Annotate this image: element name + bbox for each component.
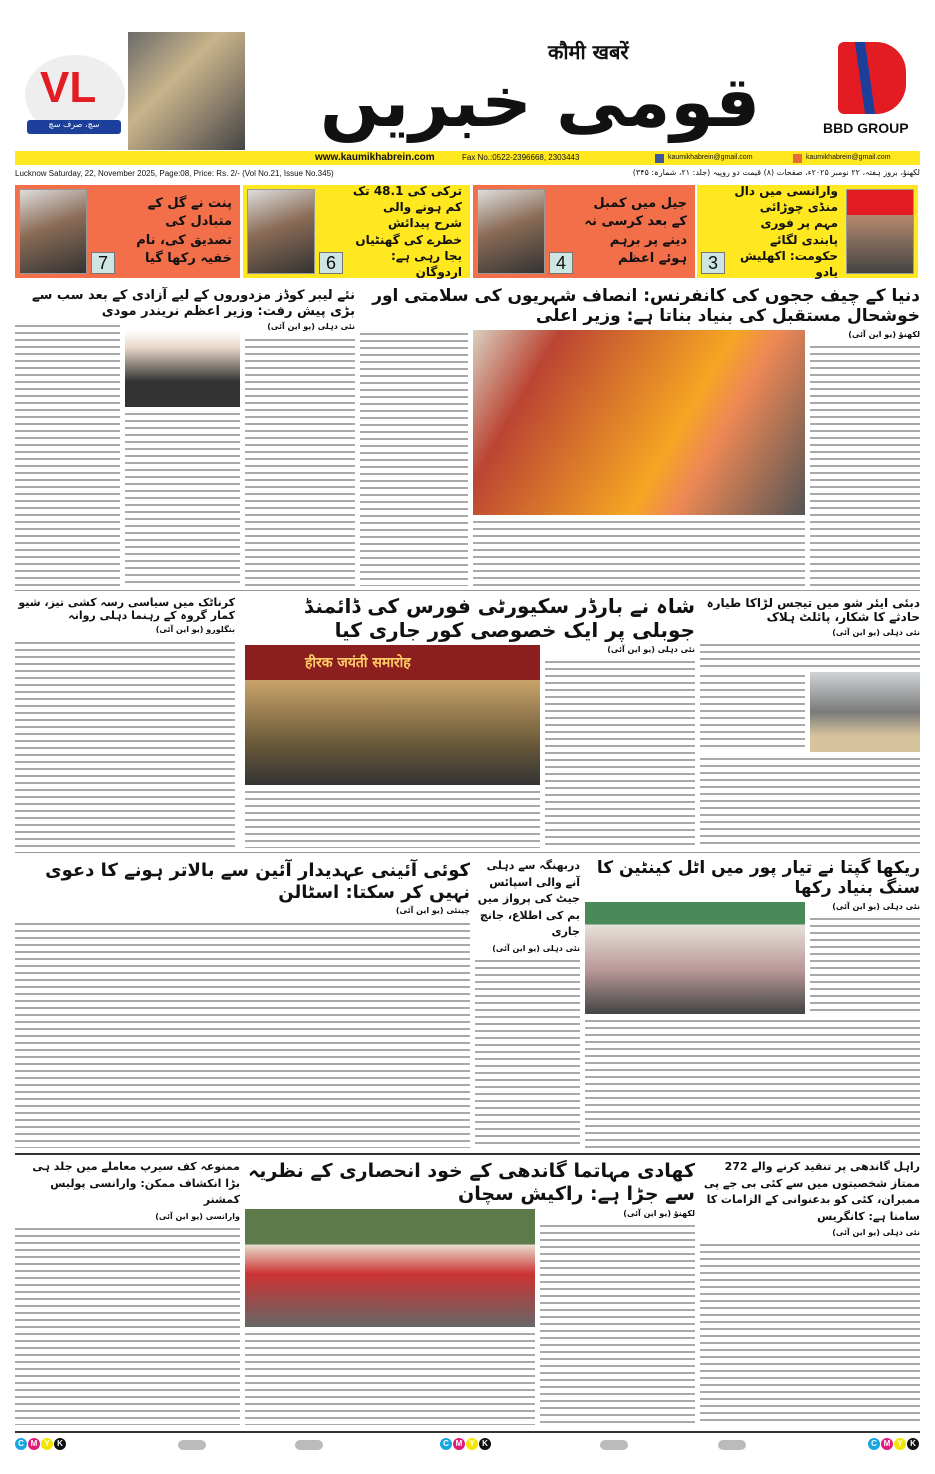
teaser-page-number: 7 (91, 252, 115, 274)
story-lede: نئی دہلی (یو این آئی) (832, 1228, 920, 1237)
cmyk-y: Y (41, 1438, 53, 1450)
story-body (475, 957, 580, 1148)
story-lede: نئی دہلی (یو این آئی) (832, 627, 920, 637)
registration-mark (718, 1440, 746, 1450)
cmyk-c: C (440, 1438, 452, 1450)
story-rahul-gandhi (700, 1159, 920, 1425)
story-body (700, 672, 805, 752)
story-body (545, 658, 695, 848)
teaser-page-number: 4 (549, 252, 573, 274)
story-bsf-jubilee (245, 594, 695, 848)
story-lede: چینئی (یو این آئی) (395, 906, 470, 916)
story-body (700, 1241, 920, 1425)
headline-cough-syrup[interactable]: ممنوعہ کف سیرپ معاملے میں جلد ہی بڑا انکشاف ممکن: وارانسی پولیس کمشنر (32, 1160, 240, 1206)
teaser-photo (477, 189, 545, 274)
story-stalin (15, 860, 470, 1148)
teaser-photo (846, 189, 914, 274)
story-body (810, 343, 920, 586)
registration-mark (600, 1440, 628, 1450)
registration-mark (178, 1440, 206, 1450)
cmyk-y: Y (466, 1438, 478, 1450)
bbd-logo (838, 42, 906, 114)
story-body (473, 518, 805, 586)
story-body (245, 1330, 535, 1425)
cmyk-c: C (15, 1438, 27, 1450)
fax-number: Fax No.:0522-2396668, 2303443 (462, 153, 580, 162)
cmyk-mark-left (15, 1438, 66, 1450)
teaser-page-number: 6 (319, 252, 343, 274)
headline-stalin[interactable]: کوئی آئینی عہدیدار آئین سے بالاتر ہونے کا دعوی نہیں کر سکتا: اسٹالن (45, 860, 470, 903)
cmyk-mark-center (440, 1438, 491, 1450)
teaser-page-7[interactable] (15, 185, 240, 278)
teaser-page-3[interactable] (697, 185, 918, 278)
headline-karnataka[interactable]: کرناٹک میں سیاسی رسہ کشی تیز، شیو کمار گروہ کے رہنما دہلی روانہ (18, 596, 235, 623)
cmyk-k: K (479, 1438, 491, 1450)
masthead-hindi-title: कौमी खबरें (548, 40, 629, 64)
cmyk-m: M (28, 1438, 40, 1450)
info-bar (15, 151, 920, 165)
story-karnataka (15, 596, 235, 848)
left-logo-tagline: سچ، صرف سچ (27, 120, 121, 134)
dateline-english: Lucknow Saturday, 22, November 2025, Page:08, Price: Rs. 2/- (Vol No.21, Issue No.345) (15, 169, 334, 178)
story-lede: نئی دہلی (یو این آئی) (267, 322, 355, 332)
contact-email[interactable]: kaumikhabrein@gmail.com (806, 154, 891, 161)
section-divider (15, 852, 920, 853)
headline-spicejet[interactable]: دربھنگہ سے دہلی آنے والی اسپائس جیٹ کی پرواز میں بم کی اطلاع، جانچ جاری (477, 859, 580, 938)
headline-air-show[interactable]: دبئی ایئر شو میں تیجس لڑاکا طیارہ حادثے کا شکار، پائلٹ ہلاک (706, 596, 920, 625)
bbd-logo-text: BBD GROUP (823, 120, 909, 136)
cmyk-k: K (54, 1438, 66, 1450)
photo-atal-canteen (585, 902, 805, 1014)
facebook-icon (655, 154, 664, 163)
teaser-photo (247, 189, 315, 274)
story-body (245, 336, 355, 586)
section-divider (15, 1153, 920, 1155)
story-body (700, 755, 920, 848)
teaser-page-number: 3 (701, 252, 725, 274)
story-body (15, 920, 470, 1148)
headline-labour-codes[interactable]: نئے لیبر کوڈز مزدوروں کے لیے آزادی کے بعد سب سے بڑی پیش رفت: وزیر اعظم نریندر مودی (32, 288, 355, 319)
headline-rekha-gupta[interactable]: ریکھا گپتا نے تیار پور میں اٹل کینٹین کا سنگ بنیاد رکھا (596, 858, 920, 899)
story-labour-codes (15, 288, 355, 586)
photo-air-show-crash (810, 672, 920, 752)
story-body (585, 1017, 920, 1148)
story-body (15, 1225, 240, 1425)
section-divider (15, 590, 920, 591)
teaser-page-6[interactable] (243, 185, 470, 278)
story-body (15, 322, 120, 586)
dateline-urdu: لکھنؤ، بروز ہفتہ، ۲۲ نومبر ۲۰۲۵ء، صفحات (۸) قیمت دو روپیہ (جلد: ۲۱، شمارہ: ۳۴۵) (632, 168, 920, 177)
story-rekha-gupta (585, 858, 920, 1148)
story-body (700, 641, 920, 669)
headline-rahul-gandhi[interactable]: راہل گاندھی پر تنقید کرنے والے 272 ممتاز شخصیتوں میں سے کئی بی جے پی ممبران، کئی کو بدعنوانی کے الزامات کا سامنا ہے: کانگریس (703, 1160, 920, 1223)
masthead-photo (128, 32, 245, 150)
story-lede: لکھنؤ (یو این آئی) (848, 329, 920, 339)
cmyk-y: Y (894, 1438, 906, 1450)
story-body (360, 330, 468, 586)
photo-khadi-event (245, 1209, 535, 1327)
story-body (540, 1222, 695, 1425)
photo-bsf-ceremony (245, 645, 540, 785)
story-khadi (245, 1160, 695, 1425)
story-lede: نئی دہلی (یو این آئی) (832, 901, 920, 911)
facebook-email[interactable]: kaumikhabrein@gmail.com (668, 154, 753, 161)
photo-modi (125, 322, 240, 407)
cmyk-k: K (907, 1438, 919, 1450)
photo-chief-justices (473, 330, 805, 515)
story-chief-justices (360, 286, 920, 586)
logo-text: VL (40, 63, 97, 112)
teaser-page-4[interactable] (473, 185, 695, 278)
story-body (810, 915, 920, 1014)
cmyk-m: M (881, 1438, 893, 1450)
story-body (125, 410, 240, 586)
teaser-text: ترکی کی 48.1 تک کم ہونے والی شرح پیدائش خطرے کی گھنٹیاں بجا رہی ہے: اردوگان (352, 183, 462, 279)
teaser-photo (19, 189, 87, 274)
story-lede: وارانسی (یو این آئی) (155, 1211, 240, 1221)
teaser-text: وارانسی میں دال منڈی چوڑائی مہم پر فوری پابندی لگائے حکومت: اکھلیش یادو (734, 183, 838, 279)
headline-khadi[interactable]: کھادی مہاتما گاندھی کے خود انحصاری کے نظریہ سے جڑا ہے: راکیش سچان (248, 1160, 695, 1205)
story-lede: بنگلورو (یو این آئی) (155, 625, 235, 635)
story-spicejet (475, 858, 580, 1148)
masthead-title: قومی خبریں (319, 61, 761, 143)
teaser-text: جیل میں کمبل کے بعد کرسی نہ دینے پر برہم ہوئے اعظم (584, 196, 687, 266)
cmyk-c: C (868, 1438, 880, 1450)
story-air-show (700, 596, 920, 848)
story-lede: نئی دہلی (یو این آئی) (607, 645, 695, 654)
story-body (15, 639, 235, 848)
headline-chief-justices[interactable]: دنیا کے چیف ججوں کی کانفرنس: انصاف شہریوں کی سلامتی اور خوشحال مستقبل کی بنیاد بناتا ہے: وزیر اعلی (372, 286, 920, 327)
cmyk-mark-right (868, 1438, 919, 1450)
photo-banner-text: हीरक जयंती समारोह (305, 655, 411, 671)
mail-icon (793, 154, 802, 163)
story-cough-syrup (15, 1159, 240, 1425)
story-lede: لکھنؤ (یو این آئی) (623, 1208, 695, 1218)
cmyk-m: M (453, 1438, 465, 1450)
story-lede: نئی دہلی (یو این آئی) (492, 943, 580, 953)
website-link[interactable]: www.kaumikhabrein.com (315, 152, 435, 163)
story-body (245, 788, 540, 848)
headline-bsf-jubilee[interactable]: شاہ نے بارڈر سکیورٹی فورس کی ڈائمنڈ جوبلی پر ایک خصوصی کور جاری کیا (303, 594, 695, 642)
teaser-text: پنت نے گل کے متبادل کی تصدیق کی، نام خفیہ رکھا گیا (136, 196, 232, 266)
registration-mark (295, 1440, 323, 1450)
footer-rule (15, 1431, 920, 1433)
